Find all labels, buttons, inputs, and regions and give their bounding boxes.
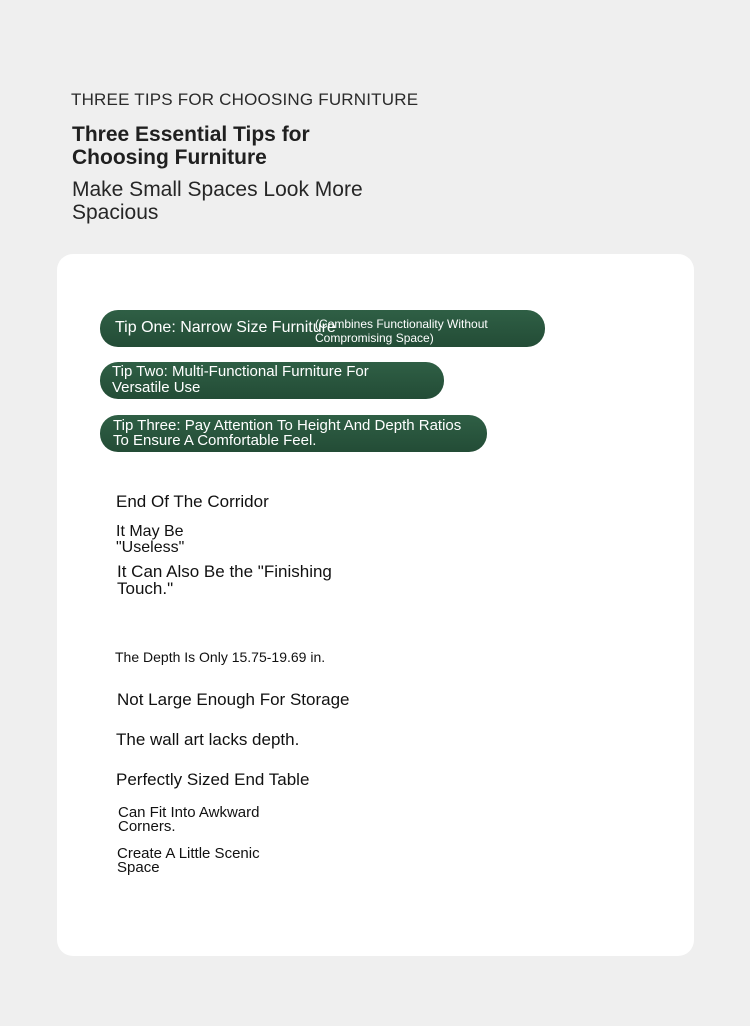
end-of-corridor-text: End Of The Corridor bbox=[116, 492, 269, 511]
page-subtitle: Make Small Spaces Look More Spacious bbox=[72, 178, 363, 224]
awkward-corners-text: Can Fit Into Awkward Corners. bbox=[118, 804, 260, 835]
finishing-touch-text: It Can Also Be the "Finishing Touch." bbox=[117, 562, 332, 598]
may-be-useless-text: It May Be "Useless" bbox=[116, 523, 185, 556]
tip-two-label: Tip Two: Multi-Functional Furniture For Versatile Use bbox=[112, 363, 369, 396]
tip-three-label: Tip Three: Pay Attention To Height And Depth Ratios To Ensure A Comfortable Feel. bbox=[113, 417, 462, 449]
tip-one-label: Tip One: Narrow Size Furniture bbox=[115, 319, 336, 336]
tip-one-note: (Combines Functionality Without Compromising Space) bbox=[315, 317, 488, 345]
not-large-storage-text: Not Large Enough For Storage bbox=[117, 690, 350, 709]
depth-text: The Depth Is Only 15.75-19.69 in. bbox=[115, 649, 326, 665]
end-table-text: Perfectly Sized End Table bbox=[116, 770, 310, 789]
scenic-space-text: Create A Little Scenic Space bbox=[117, 845, 260, 876]
page-eyebrow: THREE TIPS FOR CHOOSING FURNITURE bbox=[71, 90, 419, 109]
tip-one-banner bbox=[100, 310, 545, 347]
wall-art-text: The wall art lacks depth. bbox=[116, 730, 300, 749]
tip-three-banner bbox=[100, 415, 487, 452]
tip-two-banner bbox=[100, 362, 444, 399]
page-title: Three Essential Tips for Choosing Furniture bbox=[72, 123, 310, 169]
